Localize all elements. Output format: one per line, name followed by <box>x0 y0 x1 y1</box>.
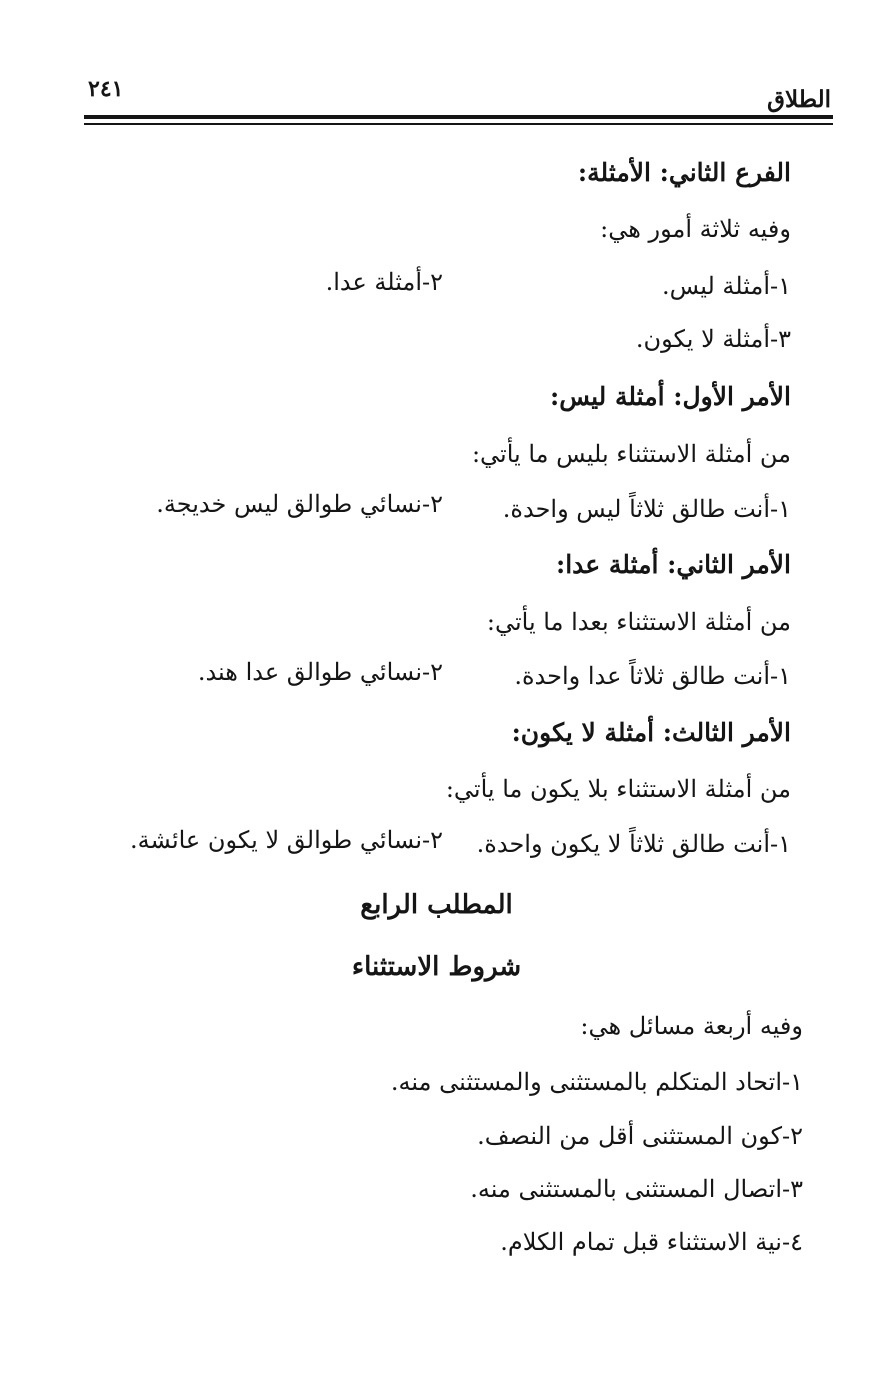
running-header-title: الطلاق <box>767 86 831 113</box>
heading-first-matter: الأمر الأول: أمثلة ليس: <box>550 382 791 411</box>
section-subtitle: شروط الاستثناء <box>351 952 522 982</box>
paragraph-line: من أمثلة الاستثناء بلا يكون ما يأتي: <box>445 775 791 803</box>
paragraph-line: وفيه ثلاثة أمور هي: <box>600 215 791 243</box>
list-item: ٣-اتصال المستثنى بالمستثنى منه. <box>470 1175 803 1203</box>
section-title: المطلب الرابع <box>360 890 513 920</box>
list-item: ١-أنت طالق ثلاثاً ليس واحدة. <box>502 495 791 523</box>
header-rule-thin <box>84 123 833 125</box>
list-item: ٢-نسائي طوالق ليس خديجة. <box>156 490 443 518</box>
list-item: ١-أمثلة ليس. <box>662 272 791 300</box>
list-item: ٢-نسائي طوالق لا يكون عائشة. <box>130 826 443 854</box>
heading-branch-examples: الفرع الثاني: الأمثلة: <box>577 158 791 187</box>
list-item: ٢-أمثلة عدا. <box>325 268 443 296</box>
list-item: ١-اتحاد المتكلم بالمستثنى والمستثنى منه. <box>390 1068 803 1096</box>
header-rule-thick <box>84 115 833 119</box>
list-item: ٢-نسائي طوالق عدا هند. <box>197 658 443 686</box>
list-item: ٤-نية الاستثناء قبل تمام الكلام. <box>500 1228 803 1256</box>
list-item: ٣-أمثلة لا يكون. <box>635 325 791 353</box>
paragraph-line: من أمثلة الاستثناء بعدا ما يأتي: <box>486 608 791 636</box>
heading-third-matter: الأمر الثالث: أمثلة لا يكون: <box>511 718 791 747</box>
page-number: ٢٤١ <box>88 76 124 102</box>
list-item: ١-أنت طالق ثلاثاً لا يكون واحدة. <box>476 830 791 858</box>
heading-second-matter: الأمر الثاني: أمثلة عدا: <box>555 550 791 579</box>
paragraph-line: من أمثلة الاستثناء بليس ما يأتي: <box>471 440 791 468</box>
list-item: ٢-كون المستثنى أقل من النصف. <box>477 1122 803 1150</box>
list-item: ١-أنت طالق ثلاثاً عدا واحدة. <box>514 662 791 690</box>
paragraph-line: وفيه أربعة مسائل هي: <box>580 1012 803 1040</box>
